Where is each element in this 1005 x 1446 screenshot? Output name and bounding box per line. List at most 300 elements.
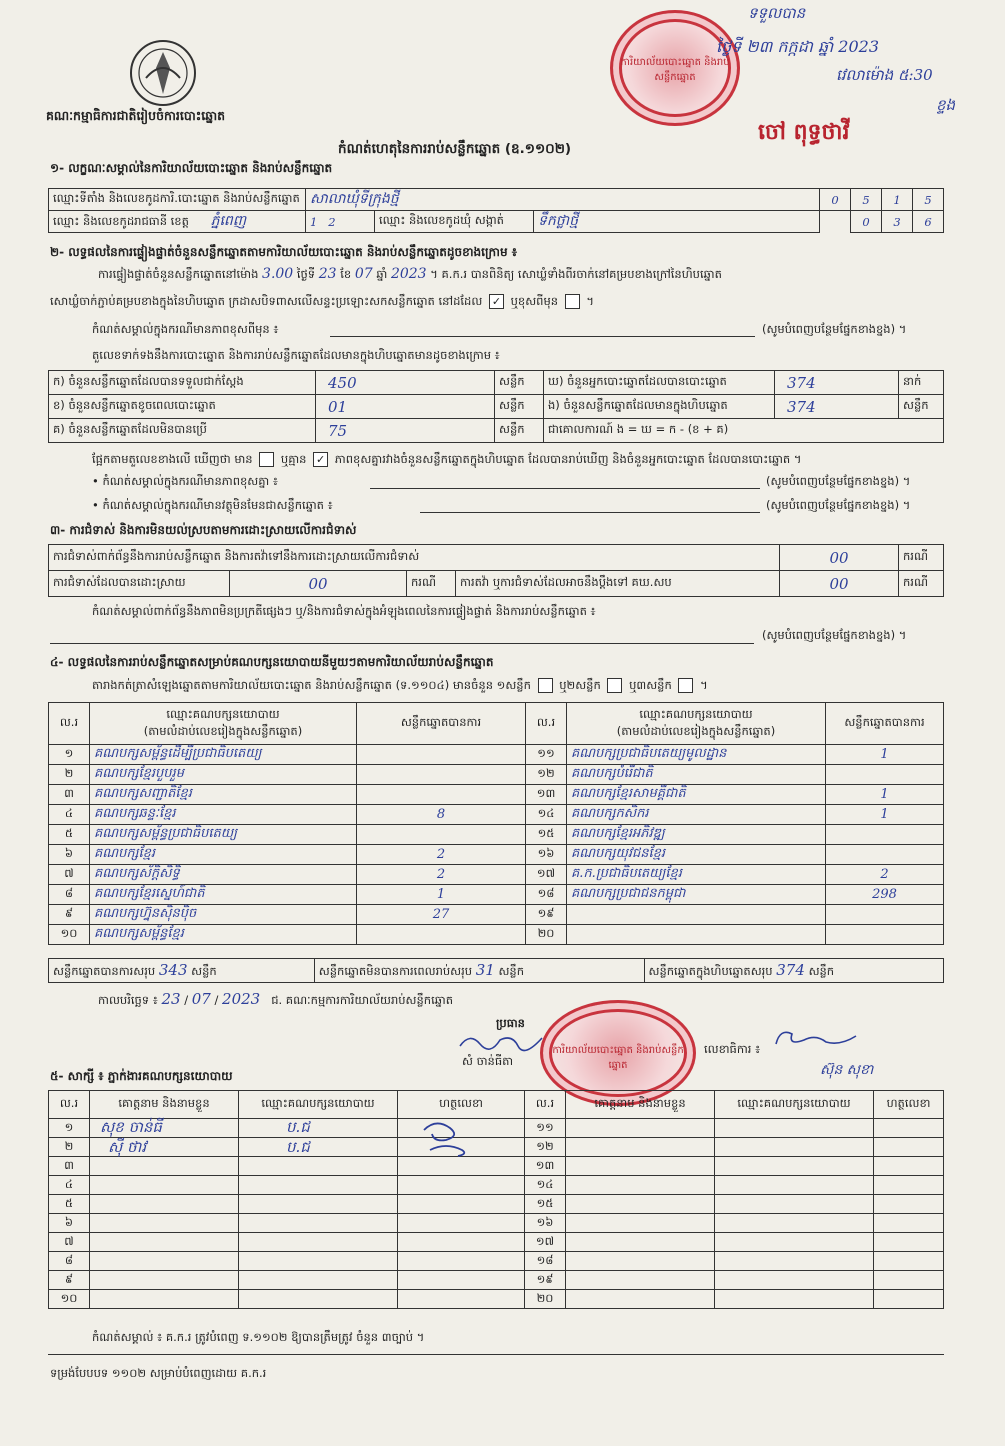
results-party-right: គណបក្សប្រជាធិបតេយ្យមូលដ្ឋាន (567, 745, 826, 765)
results-votes-left: 1 (357, 885, 526, 905)
results-party-left: គណបក្សខ្មែរ (90, 845, 357, 865)
tally-sheet-text: តារាងកត់ត្រាសំឡេងឆ្នោតតាមការិយាល័យបោះឆ្នោត និងរាប់សន្លឹកឆ្នោត (ទ.១១០៤) មានចំនួន ១សន្លឹក (92, 678, 531, 692)
results-party-right (567, 905, 826, 925)
witness-party-left (239, 1214, 398, 1233)
figure-kha-label: ខ) ចំនួនសន្លឹកឆ្នោតខូចពេលបោះឆ្នោត (49, 395, 316, 419)
results-col-votes-left: សន្លឹកឆ្នោតបានការ (357, 703, 526, 745)
figure-kho-value (775, 371, 899, 395)
witness-name-right (566, 1271, 715, 1290)
results-no-right: ១៣ (526, 785, 567, 805)
results-row (49, 825, 944, 845)
witness-no-right: ១៣ (525, 1157, 566, 1176)
witness-sign-right (874, 1252, 944, 1271)
witness-name-right (566, 1290, 715, 1309)
witness-party-left (239, 1138, 398, 1157)
witness-name-right (566, 1233, 715, 1252)
figures-intro: តួលេខទាក់ទងនឹងការបោះឆ្នោត និងការរាប់សន្លឹកឆ្នោតដែលមានក្នុងហិបឆ្នោតមានដូចខាងក្រោម ៖ (92, 348, 500, 362)
witness-row (49, 1195, 944, 1214)
witness-no-left: ៨ (49, 1252, 90, 1271)
witness-sign-right (874, 1195, 944, 1214)
objection-row2-value2: 00 (780, 571, 899, 597)
results-party-right: គណបក្សយុវជនខ្មែរ (567, 845, 826, 865)
results-votes-right: 1 (826, 745, 944, 765)
objection-row1-value: 00 (780, 545, 899, 571)
verify-text-e: ។ គ.ក.រ បានពិនិត្យ សោឃ្លំទាំងពីរចាក់នៅគម្របខាងក្រៅនៃហិបឆ្នោត (430, 267, 722, 281)
province-code (306, 211, 375, 233)
witness-sign-left (398, 1176, 525, 1195)
total-invalid-unit: សន្លឹក (498, 963, 525, 978)
seal-text-bottom: ការិយាល័យបោះឆ្នោត និងរាប់សន្លឹកឆ្នោត (552, 1045, 684, 1071)
figure-ngo-unit: សន្លឹក (899, 395, 944, 419)
figure-ka-value (316, 371, 495, 395)
figure-kho-unit: នាក់ (899, 371, 944, 395)
results-col-party-right-title: ឈ្មោះគណបក្សនយោបាយ (639, 706, 753, 721)
witness-name-left (90, 1233, 239, 1252)
figure-kha-value (316, 395, 495, 419)
figure-ko-label: គ) ចំនួនសន្លឹកឆ្នោតដែលមិនបានប្រើ (49, 419, 316, 443)
figure-ko-number: 75 (328, 421, 348, 440)
section4-title: ៤- លទ្ធផលនៃការរាប់សន្លឹកឆ្នោតសម្រាប់គណបក្សនយោបាយនីមួយៗតាមការិយាល័យរាប់សន្លឹកឆ្នោត (50, 655, 494, 669)
commune-label: ឈ្មោះ និងលេខកូដឃុំ សង្កាត់ (375, 211, 534, 233)
results-row (49, 905, 944, 925)
witness-party-left (239, 1233, 398, 1252)
figure-kho-number: 374 (787, 373, 816, 392)
witness-no-left: ៦ (49, 1214, 90, 1233)
results-votes-left: 27 (357, 905, 526, 925)
three-sheet-checkbox[interactable] (678, 678, 693, 693)
witness2-party: ប.ជ (286, 1138, 310, 1156)
form-title: កំណត់ហេតុនៃការរាប់សន្លឹកឆ្នោត (ឧ.១១០២) (338, 141, 572, 157)
witness-col-no-right: ល.រ (525, 1091, 566, 1119)
witness-party-left (239, 1176, 398, 1195)
witness-no-right: ២០ (525, 1290, 566, 1309)
bullet-diff-line (370, 488, 760, 489)
results-col-party-left (90, 703, 357, 745)
diff-check-text-a: ផ្អែកតាមតួលេខខាងលើ ឃើញថា មាន (92, 452, 253, 466)
witness-sign-right (874, 1290, 944, 1309)
verify-month: 07 (354, 266, 373, 282)
verify-line-2: សោឃ្លំចាក់ភ្ជាប់គម្របខាងក្នុងនៃហិបឆ្នោត ក្រដាសបិទពាសលើសន្ទះប្រឡោះសកសន្លឹកឆ្នោត នៅដដែល ✓ ឬខុសពីមុន ។ (50, 294, 594, 308)
results-votes-right (826, 765, 944, 785)
witness-name-left (90, 1290, 239, 1309)
witness-row (49, 1290, 944, 1309)
figure-kho-label: ឃ) ចំនួនអ្នកបោះឆ្នោតដែលបានបោះឆ្នោត (544, 371, 775, 395)
witness-name-right (566, 1195, 715, 1214)
figure-ko-unit: សន្លឹក (495, 419, 544, 443)
objection-row2-unit: ករណី (407, 571, 456, 597)
witness-row (49, 1271, 944, 1290)
results-votes-right (826, 905, 944, 925)
witness-party-left (239, 1195, 398, 1214)
verify-text-d: ឆ្នាំ (376, 267, 388, 281)
figure-ngo-value (775, 395, 899, 419)
witness-sign-left (398, 1233, 525, 1252)
results-row (49, 745, 944, 765)
results-col-party-right-sub: (តាមលំដាប់លេខរៀងក្នុងសន្លឹកឆ្នោត) (616, 723, 776, 738)
witness-party-right (715, 1290, 874, 1309)
results-no-left: ១ (49, 745, 90, 765)
results-votes-left (357, 765, 526, 785)
diff-check-text-b: ឬគ្មាន (280, 452, 307, 466)
totals-table (48, 958, 944, 983)
total-box-unit: សន្លឹក (808, 963, 835, 978)
tally-sheet-line: តារាងកត់ត្រាសំឡេងឆ្នោតតាមការិយាល័យបោះឆ្នោត និងរាប់សន្លឹកឆ្នោត (ទ.១១០៤) មានចំនួន ១សន្លឹក ឬ២សន្លឹក ឬ៣សន្លឹក ។ (92, 678, 708, 692)
witness-sign-right (874, 1138, 944, 1157)
results-votes-right: 1 (826, 785, 944, 805)
witness-no-left: ៧ (49, 1233, 90, 1252)
total-invalid-cell (314, 959, 644, 983)
witness-col-party-left: ឈ្មោះគណបក្សនយោបាយ (239, 1091, 398, 1119)
province-code-2: 2 (328, 214, 336, 229)
results-no-left: ៤ (49, 805, 90, 825)
witness-party-right (715, 1252, 874, 1271)
witness-name-right (566, 1138, 715, 1157)
province-label-text: ឈ្មោះ និងលេខកូដរាជធានី ខេត្ត (53, 214, 189, 228)
stamp-handwriting-1: ទទួលបាន (748, 4, 806, 22)
witness1-party: ប.ជ (286, 1118, 310, 1136)
results-party-right: គណបក្សបំរើជាតិ (567, 765, 826, 785)
results-no-right: ១១ (526, 745, 567, 765)
figure-ka-label: ក) ចំនួនសន្លឹកឆ្នោតដែលបានទទួលជាក់ស្តែង (49, 371, 316, 395)
figure-ko-value (316, 419, 495, 443)
witness-no-right: ១៤ (525, 1176, 566, 1195)
witness-party-right (715, 1138, 874, 1157)
results-votes-right (826, 825, 944, 845)
witness-signature-icon (416, 1116, 476, 1160)
commune-code-2: 3 (882, 211, 913, 233)
results-party-right (567, 925, 826, 945)
witness-name-right (566, 1157, 715, 1176)
results-no-left: ៣ (49, 785, 90, 805)
objection-row1-unit: ករណី (899, 545, 944, 571)
total-valid-value: 343 (158, 960, 188, 979)
verify-text-a: ការផ្ទៀងផ្ទាត់ចំនួនសន្លឹកឆ្នោតនៅម៉ោង (98, 267, 259, 281)
commune-value: ទឹកថ្លាថ្មី (534, 211, 820, 233)
results-col-party-left-title: ឈ្មោះគណបក្សនយោបាយ (166, 706, 280, 721)
section1-title: ១- លក្ខណៈសម្គាល់នៃការិយាល័យបោះឆ្នោត និងរាប់សន្លឹកឆ្នោត (50, 161, 333, 175)
witness-row (49, 1176, 944, 1195)
results-col-party-left-sub: (តាមលំដាប់លេខរៀងក្នុងសន្លឹកឆ្នោត) (143, 723, 303, 738)
results-party-right: គណបក្សខ្មែរអភិវឌ្ឍ (567, 825, 826, 845)
witness-party-left (239, 1157, 398, 1176)
results-votes-right: 1 (826, 805, 944, 825)
results-party-left: គណបក្សខ្មែរបួបរួម (90, 765, 357, 785)
results-row (49, 805, 944, 825)
formula: ជាគោលការណ៍ ង = ឃ = ក - (ខ + គ) (544, 419, 944, 443)
witness-no-left: ២ (49, 1138, 90, 1157)
verify-time: 3.00 (262, 266, 294, 282)
witness-sign-right (874, 1176, 944, 1195)
results-no-right: ២០ (526, 925, 567, 945)
results-party-left: គណបក្សខ្មែរស្នេហ៍ជាតិ (90, 885, 357, 905)
figure-ka-unit: សន្លឹក (495, 371, 544, 395)
results-no-right: ១២ (526, 765, 567, 785)
bullet-foreign-line (420, 512, 760, 513)
location-value: សាលាឃុំទីក្រុងថ្មី (306, 189, 820, 211)
witness-party-right (715, 1157, 874, 1176)
figure-kha-number: 01 (328, 397, 348, 416)
witness-body (49, 1119, 944, 1309)
results-row (49, 925, 944, 945)
results-col-no-right: ល.រ (526, 703, 567, 745)
witness-party-right (715, 1214, 874, 1233)
fill-hint-2: (សូមបំពេញបន្ថែមផ្នែកខាងខ្នង) ។ (766, 474, 911, 488)
verify-text-b: ថ្ងៃទី (296, 267, 316, 281)
official-seal-top (610, 10, 740, 126)
results-votes-left (357, 825, 526, 845)
witness-sign-right (874, 1119, 944, 1138)
figure-ngo-label: ង) ចំនួនសន្លឹកឆ្នោតដែលមានក្នុងហិបឆ្នោត (544, 395, 775, 419)
results-votes-left: 8 (357, 805, 526, 825)
chair-name: សំ ចាន់ធីតា (462, 1054, 514, 1068)
witness-party-left (239, 1119, 398, 1138)
results-no-right: ១៥ (526, 825, 567, 845)
witness-name-left (90, 1214, 239, 1233)
results-no-left: ៩ (49, 905, 90, 925)
commune-code-1: 0 (851, 211, 882, 233)
diff-check-text-c: ភាពខុសគ្នារវាងចំនួនសន្លឹកឆ្នោតក្នុងហិបឆ្នោត ដែលបានរាប់ឃើញ និងចំនួនអ្នកបោះឆ្នោត ដែលបានបោះឆ្នោត ។ (334, 452, 802, 466)
objection-note: កំណត់សម្គាល់ពាក់ព័ន្ធនឹងភាពមិនប្រក្រតីផ្សេងៗ ឬ/និងការជំទាស់ក្នុងអំឡុងពេលនៃការផ្ទៀងផ្ទាត់ និងការរាប់សន្លឹកឆ្នោត ៖ (92, 604, 596, 618)
results-no-left: ១០ (49, 925, 90, 945)
stamp-handwriting-2: ថ្ងៃទី​ ២៣ កក្កដា ឆ្នាំ 2023 (716, 37, 880, 56)
results-party-left: គណបក្សសម្ព័ន្ធប្រជាធិបតេយ្យ (90, 825, 357, 845)
total-valid-cell (49, 959, 315, 983)
province-code-1: 1 (310, 214, 318, 229)
total-invalid-value: 31 (475, 960, 495, 979)
location-code-1: 0 (820, 189, 851, 211)
results-votes-left: 2 (357, 845, 526, 865)
witness-sign-left (398, 1195, 525, 1214)
witness-no-right: ១១ (525, 1119, 566, 1138)
fill-hint-3: (សូមបំពេញបន្ថែមផ្នែកខាងខ្នង) ។ (766, 498, 911, 512)
total-box-value: 374 (776, 960, 805, 979)
location-code-4: 5 (913, 189, 944, 211)
results-col-party-right (567, 703, 826, 745)
verify-line2-text: សោឃ្លំចាក់ភ្ជាប់គម្របខាងក្នុងនៃហិបឆ្នោត ក្រដាសបិទពាសលើសន្ទះប្រឡោះសកសន្លឹកឆ្នោត នៅដដែល (50, 294, 483, 308)
two-sheet-checkbox[interactable] (607, 678, 622, 693)
results-col-no-left: ល.រ (49, 703, 90, 745)
results-no-left: ៥ (49, 825, 90, 845)
province-value: ភ្នំពេញ (210, 213, 247, 229)
witness-row (49, 1214, 944, 1233)
results-party-left: គណបក្សសម្ព័ន្ធខ្មែរ (90, 925, 357, 945)
witness-party-left (239, 1290, 398, 1309)
results-no-left: ២ (49, 765, 90, 785)
results-row (49, 885, 944, 905)
results-party-right: គណបក្សកសិករ (567, 805, 826, 825)
witness-no-left: ៥ (49, 1195, 90, 1214)
org-name: គណៈកម្មាធិការជាតិរៀបចំការបោះឆ្នោត (46, 108, 226, 123)
witness-sign-right (874, 1271, 944, 1290)
date-day: 23 (161, 990, 181, 1008)
results-no-right: ១៦ (526, 845, 567, 865)
objection-note-line (50, 643, 754, 644)
figures-table (48, 370, 944, 443)
witness-no-right: ១៥ (525, 1195, 566, 1214)
seal-text-top: ការិយាល័យបោះឆ្នោត និងរាប់សន្លឹកឆ្នោត (620, 57, 730, 83)
results-party-right: គណបក្សប្រជាជនកម្ពុជា (567, 885, 826, 905)
results-row (49, 865, 944, 885)
changed-option-label: ឬខុសពីមុន (510, 294, 559, 308)
objection-row1-label: ការជំទាស់ពាក់ព័ន្ធនឹងការរាប់សន្លឹកឆ្នោត និងការតវ៉ាទៅនឹងការដោះស្រាយលើការជំទាស់ (49, 545, 780, 571)
witness-row (49, 1157, 944, 1176)
chair-label: ប្រធាន (496, 1016, 525, 1030)
results-party-left: គណបក្សសញ្ជាតិខ្មែរ (90, 785, 357, 805)
diff-check-line (92, 452, 801, 469)
witness-row (49, 1252, 944, 1271)
footnote: កំណត់សម្គាល់ ៖ គ.ក.រ ត្រូវបំពេញ ទ.១១០២ ឱ្យបានត្រឹមត្រូវ ចំនួន ៣ច្បាប់ ។ (92, 1330, 425, 1344)
witness-name-left (90, 1176, 239, 1195)
results-party-left: គណបក្សស័ក្តិសិទ្ធិ (90, 865, 357, 885)
witness-sign-right (874, 1214, 944, 1233)
results-votes-right: 2 (826, 865, 944, 885)
commune-code-3: 6 (913, 211, 944, 233)
fill-hint-1: (សូមបំពេញបន្ថែមផ្នែកខាងខ្នង) ។ (762, 322, 907, 336)
three-sheet-label: ឬ៣សន្លឹក (629, 678, 672, 692)
same-checkbox[interactable]: ✓ (489, 294, 504, 309)
location-code-2: 5 (851, 189, 882, 211)
witness-no-right: ១៦ (525, 1214, 566, 1233)
results-votes-left: 2 (357, 865, 526, 885)
has-diff-checkbox[interactable] (259, 452, 274, 467)
figure-ngo-number: 374 (787, 397, 816, 416)
witness-party-left (239, 1252, 398, 1271)
witness-col-name-right: គោត្តនាម និងនាមខ្លួន (566, 1091, 715, 1119)
no-diff-checkbox[interactable]: ✓ (313, 452, 328, 467)
results-party-right: គ.ក.ប្រជាធិបតេយ្យខ្មែរ (567, 865, 826, 885)
committee-label: ជ. គណៈកម្មការការិយាល័យរាប់សន្លឹកឆ្នោត (271, 993, 453, 1007)
total-box-label: សន្លឹកឆ្នោតក្នុងហិបឆ្នោតសរុប (648, 963, 773, 978)
witness-party-right (715, 1119, 874, 1138)
results-no-right: ១៧ (526, 865, 567, 885)
witness-party-right (715, 1176, 874, 1195)
two-sheet-label: ឬ២សន្លឹក (559, 678, 601, 692)
witness-row (49, 1233, 944, 1252)
witness-row (49, 1119, 944, 1138)
figure-ka-number: 450 (328, 373, 357, 392)
results-row (49, 785, 944, 805)
date-month: 07 (191, 990, 211, 1008)
objection-row2-label2: ការតវ៉ា ឬការជំទាស់ដែលអាចនឹងប្តឹងទៅ គឃ.សប (456, 571, 780, 597)
verify-day: 23 (318, 266, 337, 282)
date-year: 2023 (222, 990, 261, 1008)
nec-emblem-icon (128, 38, 198, 108)
total-invalid-label: សន្លឹកឆ្នោតមិនបានការពេលរាប់សរុប (318, 963, 473, 978)
witness-party-right (715, 1195, 874, 1214)
witness-row (49, 1138, 944, 1157)
witness-name-right (566, 1176, 715, 1195)
objection-row2-unit2: ករណី (899, 571, 944, 597)
results-votes-right: 298 (826, 885, 944, 905)
total-valid-label: សន្លឹកឆ្នោតបានការសរុប (53, 963, 156, 978)
figure-kha-unit: សន្លឹក (495, 395, 544, 419)
witness-sign-left (398, 1252, 525, 1271)
results-no-left: ៧ (49, 865, 90, 885)
witness-sign-left (398, 1290, 525, 1309)
results-col-votes-right: សន្លឹកឆ្នោតបានការ (826, 703, 944, 745)
results-party-left: គណបក្សហ្វ៊ុនស៊ិនប៉ិច (90, 905, 357, 925)
witness-name-right (566, 1214, 715, 1233)
verify-line-1 (98, 266, 722, 284)
witness2-name: ស៊ី ថាវ (108, 1138, 147, 1156)
witness-no-right: ១២ (525, 1138, 566, 1157)
date-line: កាលបរិច្ឆេទ ៖ 23 / 07 / 2023 ជ. គណៈកម្មការការិយាល័យរាប់សន្លឹកឆ្នោត (98, 990, 453, 1008)
witness-no-left: ១ (49, 1119, 90, 1138)
witness-sign-right (874, 1233, 944, 1252)
witness-col-no-left: ល.រ (49, 1091, 90, 1119)
witness-sign-left (398, 1214, 525, 1233)
bullet-foreign: • កំណត់សម្គាល់ក្នុងករណីមានវត្ថុមិនមែនជាសន្លឹកឆ្នោត ៖ (92, 498, 333, 512)
witness-no-left: ៤ (49, 1176, 90, 1195)
secretary-label: លេខាធិការ ៖ (704, 1042, 761, 1056)
note-diff-label: កំណត់សម្គាល់ក្នុងករណីមានភាពខុសពីមុន ៖ (92, 322, 279, 336)
witness-party-right (715, 1271, 874, 1290)
total-box-cell (644, 959, 944, 983)
secretary-signature-icon (770, 1024, 860, 1054)
witness-name-left (90, 1252, 239, 1271)
results-votes-left (357, 925, 526, 945)
results-body (49, 745, 944, 945)
province-label (49, 211, 306, 233)
witness1-name: សុខ ចាន់ធី (100, 1118, 162, 1136)
witness-name-left (90, 1195, 239, 1214)
verify-text-c: ខែ (340, 267, 352, 281)
verify-year: 2023 (390, 266, 427, 282)
chair-signature-icon (456, 1030, 546, 1054)
witness-table (48, 1090, 944, 1309)
results-no-right: ១៤ (526, 805, 567, 825)
fill-hint-4: (សូមបំពេញបន្ថែមផ្នែកខាងខ្នង) ។ (762, 628, 907, 642)
bullet-diff: • កំណត់សម្គាល់ក្នុងករណីមានភាពខុសគ្នា ៖ (92, 474, 278, 488)
witness-col-sign-left: ហត្ថលេខា (398, 1091, 525, 1119)
note-diff-line (330, 336, 755, 337)
stamp-handwriting-4: ខ្ទង (936, 96, 956, 114)
witness-col-sign-right: ហត្ថលេខា (874, 1091, 944, 1119)
objection-row2-value: 00 (230, 571, 407, 597)
section5-title: ៥- សាក្សី ៖ ភ្នាក់ងារគណបក្សនយោបាយ (50, 1069, 233, 1083)
results-row (49, 845, 944, 865)
witness-name-right (566, 1252, 715, 1271)
results-party-right: គណបក្សខ្មែរសាមគ្គីជាតិ (567, 785, 826, 805)
stamp-handwriting-3: វេលាម៉ោង ៥:30 (836, 66, 933, 84)
location-table (48, 188, 944, 233)
changed-checkbox[interactable] (565, 294, 580, 309)
location-label: ឈ្មោះទីតាំង និងលេខកូដការិ.បោះឆ្នោត និងរាប់សន្លឹកឆ្នោត (49, 189, 306, 211)
results-table (48, 702, 944, 945)
results-no-left: ៨ (49, 885, 90, 905)
witness-col-name-left: គោត្តនាម និងនាមខ្លួន (90, 1091, 239, 1119)
results-row (49, 765, 944, 785)
witness-col-party-right: ឈ្មោះគណបក្សនយោបាយ (715, 1091, 874, 1119)
objection-row2-label: ការជំទាស់ដែលបានដោះស្រាយ (49, 571, 230, 597)
witness-no-right: ១៨ (525, 1252, 566, 1271)
secretary-name: ស៊ុន សុខា (820, 1062, 874, 1078)
witness-party-right (715, 1233, 874, 1252)
total-valid-unit: សន្លឹក (191, 963, 217, 978)
results-no-right: ១៩ (526, 905, 567, 925)
witness-name-right (566, 1119, 715, 1138)
witness-no-left: ៩ (49, 1271, 90, 1290)
results-votes-left (357, 745, 526, 765)
one-sheet-checkbox[interactable] (538, 678, 553, 693)
witness-no-right: ១៧ (525, 1233, 566, 1252)
results-votes-right (826, 925, 944, 945)
objection-table (48, 544, 944, 597)
results-party-left: គណបក្សសម្ព័ន្ធដើម្បីប្រជាធិបតេយ្យ (90, 745, 357, 765)
date-label: កាលបរិច្ឆេទ ៖ (98, 993, 158, 1007)
witness-no-right: ១៩ (525, 1271, 566, 1290)
witness-sign-left (398, 1271, 525, 1290)
